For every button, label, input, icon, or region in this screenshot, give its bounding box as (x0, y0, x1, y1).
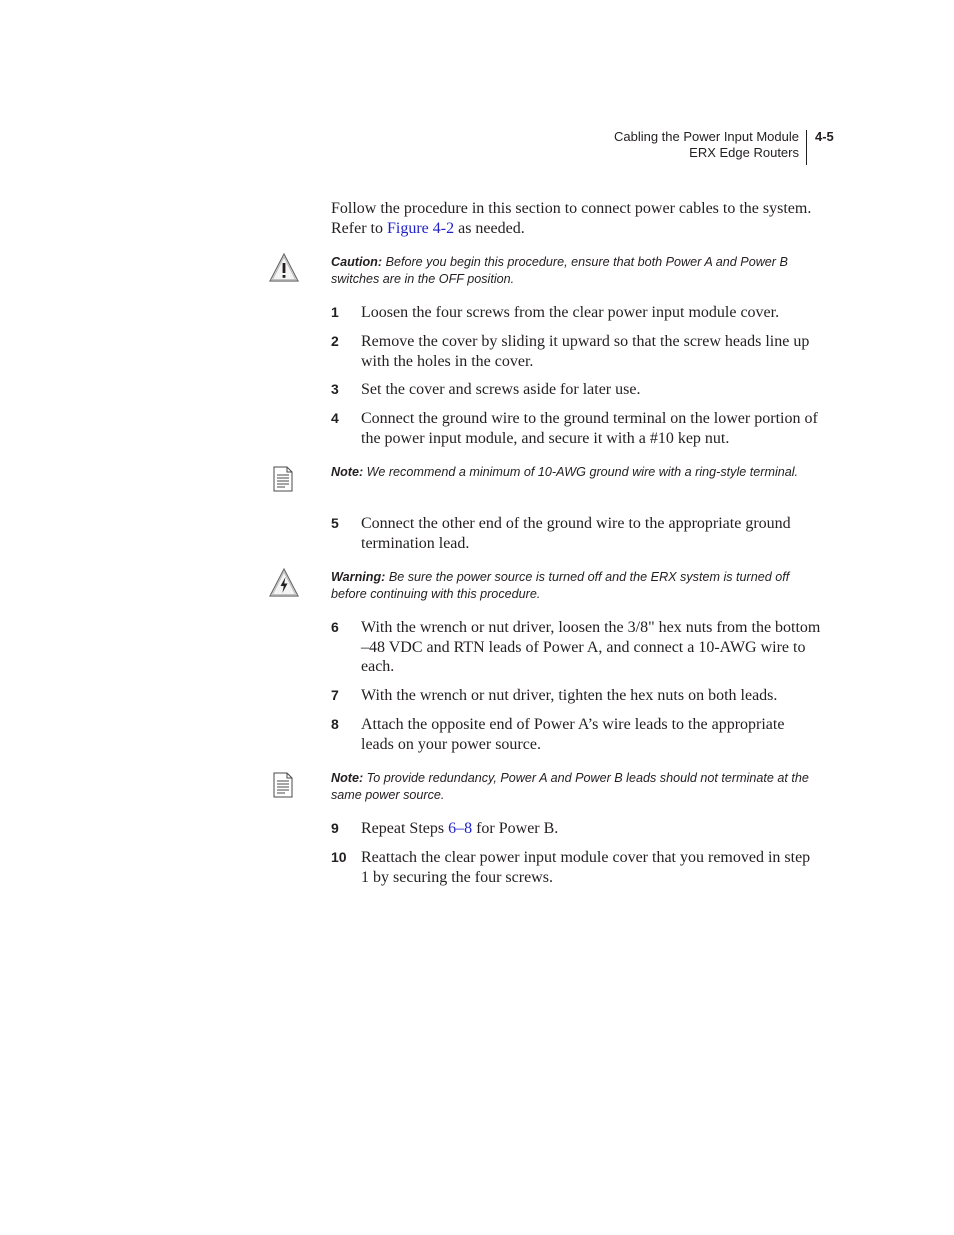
lightning-warning-icon (268, 567, 300, 599)
intro-text: Follow the procedure in this section to connect power cables to the system. Refer to (331, 200, 812, 237)
step-text: Attach the opposite end of Power A’s wire leads to the appropriate leads on your power source. (361, 716, 785, 753)
warning-label: Warning: (331, 570, 386, 584)
step-text: Remove the cover by sliding it upward so that the screw heads line up with the holes in the cover. (361, 333, 810, 370)
warning-notice (331, 569, 819, 602)
step-text: With the wrench or nut driver, tighten the hex nuts on both leads. (361, 687, 778, 704)
step-number: 3 (331, 381, 339, 397)
step-number: 2 (331, 333, 339, 349)
running-header (560, 129, 799, 161)
step-text (361, 819, 821, 839)
step-number: 6 (331, 619, 339, 635)
step-text: Reattach the clear power input module cover that you removed in step 1 by securing the four screws. (361, 849, 811, 886)
figure-link[interactable]: Figure 4-2 (386, 219, 455, 237)
caution-label: Caution: (331, 255, 383, 269)
caution-text: Before you begin this procedure, ensure that both Power A and Power B switches are in the OFF position. (331, 255, 788, 286)
step-number: 4 (331, 410, 339, 426)
intro-paragraph (331, 199, 821, 238)
note-page-icon (272, 772, 294, 798)
step-text: Connect the other end of the ground wire to the appropriate ground termination lead. (361, 515, 791, 552)
step-text: Set the cover and screws aside for later use. (361, 381, 641, 398)
note-label: Note: (331, 465, 364, 479)
page-number: 4-5 (815, 129, 834, 144)
step-number: 5 (331, 515, 339, 531)
step-number: 7 (331, 687, 339, 703)
caution-triangle-icon (268, 252, 300, 284)
step-number: 8 (331, 716, 339, 732)
steps-link[interactable]: 6–8 (448, 820, 473, 837)
note-notice (331, 770, 819, 803)
header-divider (806, 130, 807, 165)
note-label: Note: (331, 771, 364, 785)
warning-text: Be sure the power source is turned off and the ERX system is turned off before continuing with this procedure. (331, 570, 790, 601)
intro-text-end: as needed. (454, 219, 525, 237)
note-text: To provide redundancy, Power A and Power B leads should not terminate at the same power source. (331, 771, 809, 802)
header-book-title: ERX Edge Routers (689, 145, 799, 160)
note-text: We recommend a minimum of 10-AWG ground wire with a ring-style terminal. (363, 465, 799, 479)
step-number: 9 (331, 820, 339, 836)
step-text: Connect the ground wire to the ground terminal on the lower portion of the power input module, and secure it with a #10 kep nut. (361, 410, 818, 447)
step-number: 1 (331, 304, 339, 320)
header-chapter-title: Cabling the Power Input Module (613, 129, 799, 144)
step-text: Loosen the four screws from the clear power input module cover. (361, 304, 780, 321)
step-text-start: Repeat Steps (361, 820, 449, 837)
step-number: 10 (331, 849, 347, 865)
step-text: With the wrench or nut driver, loosen the 3/8" hex nuts from the bottom –48 VDC and RTN leads of Power A, and connect a 10-AWG wire to each. (361, 619, 821, 675)
note-notice (331, 464, 819, 481)
note-page-icon (272, 466, 294, 492)
caution-notice (331, 254, 819, 287)
step-text-end: for Power B. (472, 820, 559, 837)
